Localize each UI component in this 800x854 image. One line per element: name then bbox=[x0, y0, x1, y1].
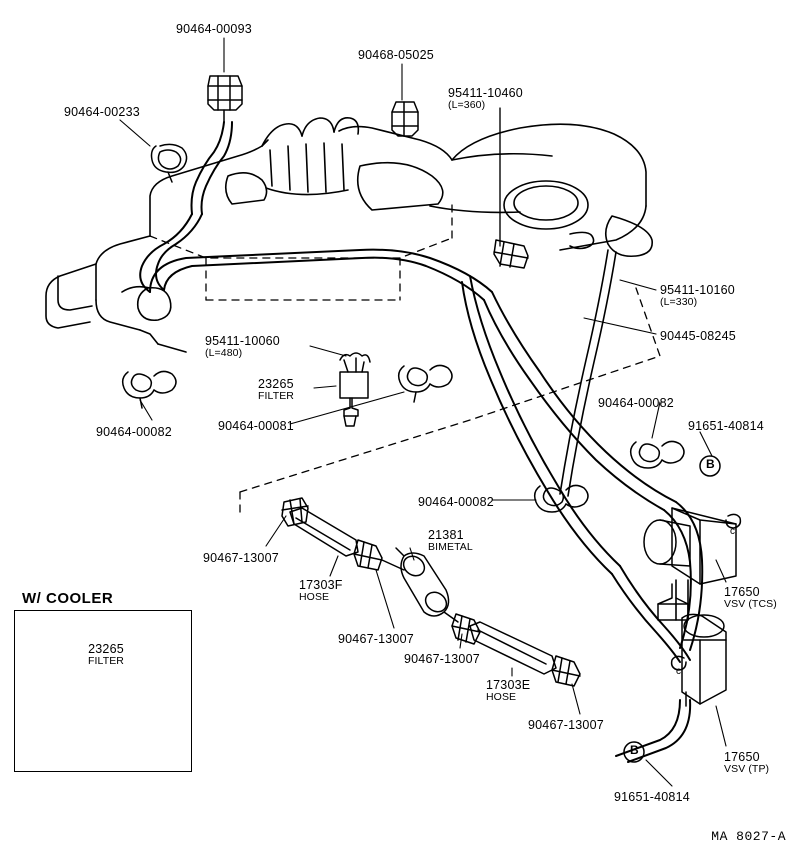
part-number: 91651-40814 bbox=[688, 419, 764, 433]
part-label-95411-10460 bbox=[448, 86, 523, 112]
part-label-90468-05025 bbox=[358, 48, 434, 62]
part-label-17650 bbox=[724, 585, 777, 611]
part-label-90464-00233 bbox=[64, 105, 140, 119]
part-label-21381 bbox=[428, 528, 473, 554]
part-label-90464-00082 bbox=[96, 425, 172, 439]
part-label-95411-10060 bbox=[205, 334, 280, 360]
part-number: 90467-13007 bbox=[404, 652, 480, 666]
part-label-91651-40814 bbox=[688, 419, 764, 433]
inset-part-label bbox=[66, 642, 146, 668]
part-number: 90445-08245 bbox=[660, 329, 736, 343]
callout-letter: B bbox=[630, 743, 639, 757]
part-number: 90464-00093 bbox=[176, 22, 252, 36]
part-label-90464-00081 bbox=[218, 419, 294, 433]
part-number: 17650 bbox=[724, 750, 760, 764]
part-label-17303e bbox=[486, 678, 530, 704]
inset-title: W/ COOLER bbox=[22, 590, 114, 607]
part-sublabel: (L=480) bbox=[205, 347, 243, 359]
part-label-23265 bbox=[258, 377, 294, 403]
part-number: 90464-00081 bbox=[218, 419, 294, 433]
part-label-90464-00093 bbox=[176, 22, 252, 36]
part-number: 90464-00082 bbox=[96, 425, 172, 439]
part-number: 90468-05025 bbox=[358, 48, 434, 62]
inset-part-name: FILTER bbox=[88, 655, 124, 667]
drawing-number: MA 8027-A bbox=[711, 829, 786, 844]
part-sublabel: HOSE bbox=[486, 691, 517, 703]
part-sublabel: (L=360) bbox=[448, 99, 486, 111]
inset-part-number: 23265 bbox=[88, 642, 124, 656]
part-sublabel: VSV (TP) bbox=[724, 763, 770, 775]
part-label-17303f bbox=[299, 578, 343, 604]
part-number: 90464-00233 bbox=[64, 105, 140, 119]
part-label-17650 bbox=[724, 750, 769, 776]
svg-text:c: c bbox=[730, 526, 735, 537]
part-sublabel: (L=330) bbox=[660, 296, 698, 308]
part-number: 17303E bbox=[486, 678, 531, 692]
part-label-90464-00082 bbox=[598, 396, 674, 410]
part-label-91651-40814 bbox=[614, 790, 690, 804]
part-label-90467-13007 bbox=[203, 551, 279, 565]
part-number: 21381 bbox=[428, 528, 464, 542]
svg-text:c: c bbox=[676, 666, 681, 677]
part-label-90467-13007 bbox=[404, 652, 480, 666]
part-label-90445-08245 bbox=[660, 329, 736, 343]
part-label-90464-00082 bbox=[418, 495, 494, 509]
part-sublabel: BIMETAL bbox=[428, 541, 473, 553]
part-number: 17303F bbox=[299, 578, 343, 592]
part-number: 23265 bbox=[258, 377, 294, 391]
part-number: 90467-13007 bbox=[528, 718, 604, 732]
part-number: 95411-10460 bbox=[448, 86, 523, 100]
part-sublabel: VSV (TCS) bbox=[724, 598, 777, 610]
part-number: 90467-13007 bbox=[338, 632, 414, 646]
part-label-90467-13007 bbox=[528, 718, 604, 732]
part-number: 95411-10060 bbox=[205, 334, 280, 348]
part-sublabel: FILTER bbox=[258, 390, 294, 402]
inset-box-w-cooler bbox=[14, 610, 192, 772]
part-number: 17650 bbox=[724, 585, 760, 599]
part-number: 90464-00082 bbox=[418, 495, 494, 509]
part-number: 91651-40814 bbox=[614, 790, 690, 804]
part-label-95411-10160 bbox=[660, 283, 735, 309]
part-number: 90464-00082 bbox=[598, 396, 674, 410]
part-number: 90467-13007 bbox=[203, 551, 279, 565]
engine-outline bbox=[150, 146, 262, 236]
part-sublabel: HOSE bbox=[299, 591, 330, 603]
part-label-90467-13007 bbox=[338, 632, 414, 646]
part-number: 95411-10160 bbox=[660, 283, 735, 297]
callout-letter: B bbox=[706, 457, 715, 471]
